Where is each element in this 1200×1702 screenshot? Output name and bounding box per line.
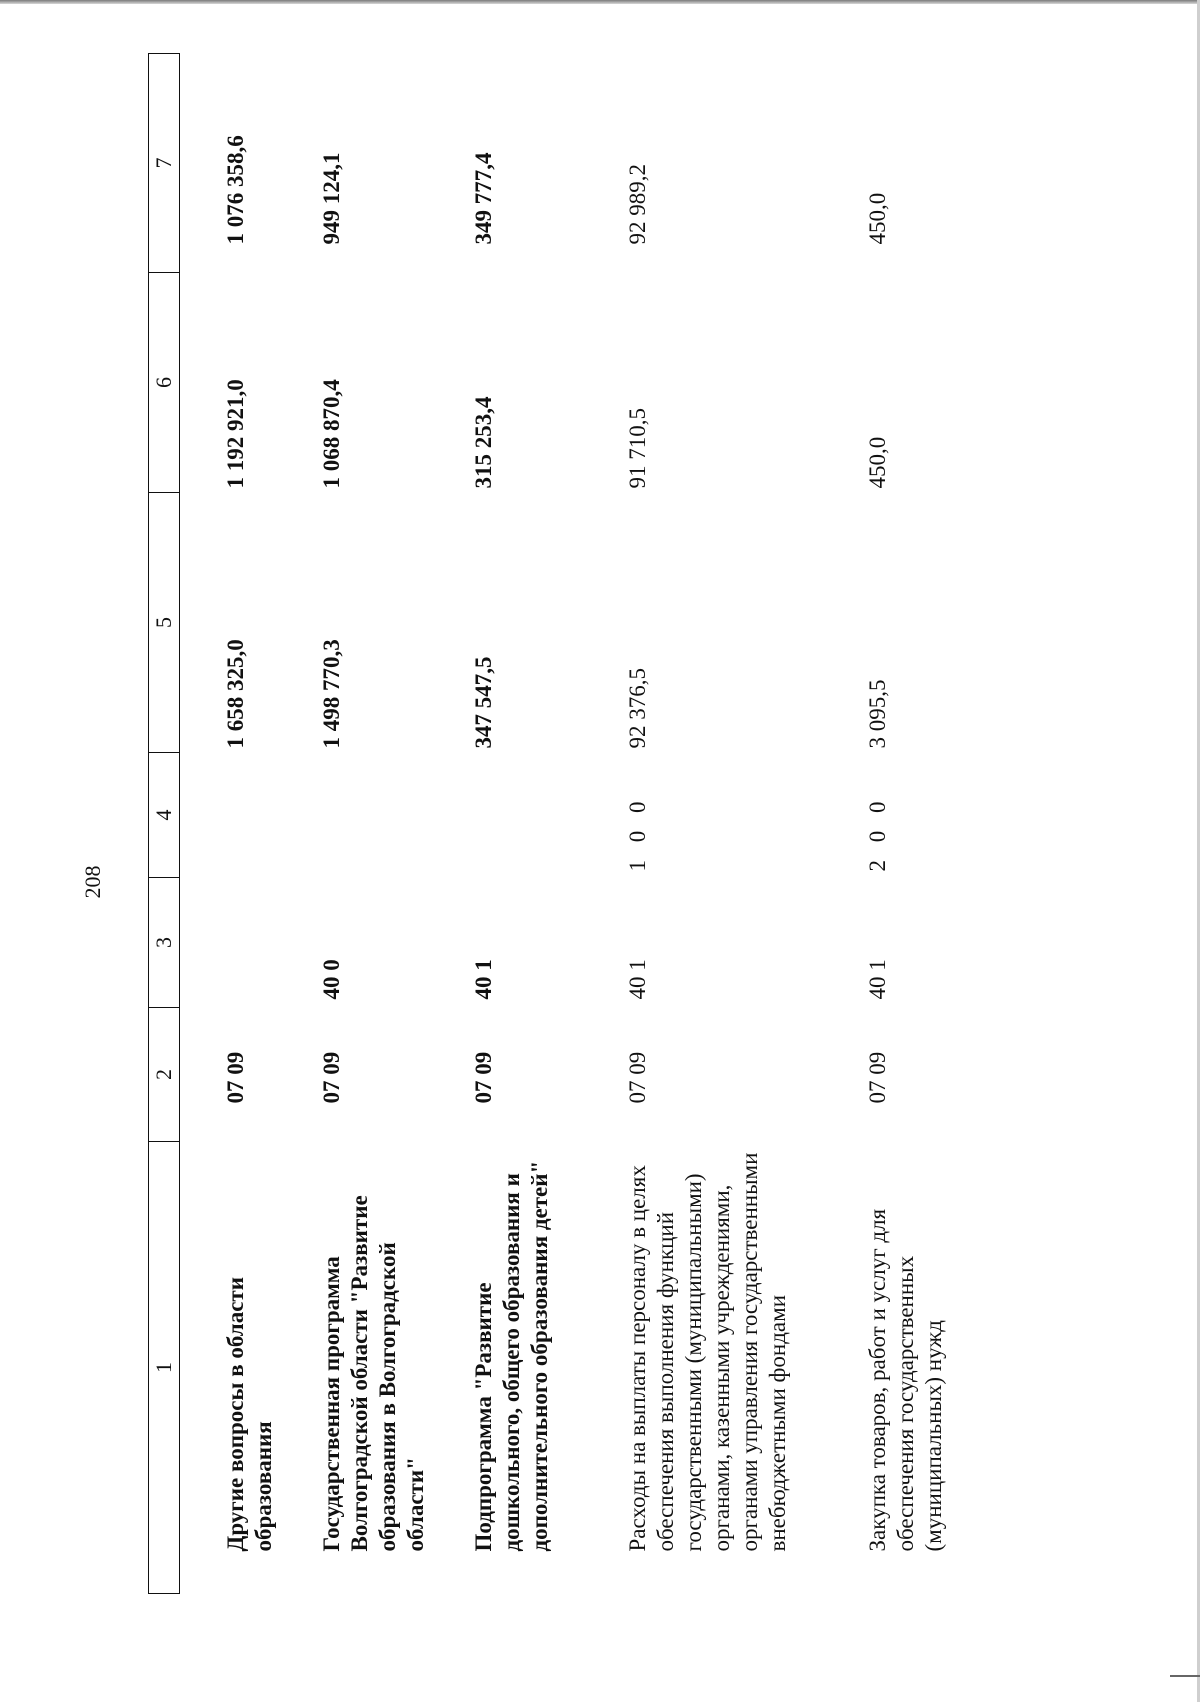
row-name: Государственная программа Волгоградской области "Развитие образования в Волгоградской области" [319,1195,429,1552]
row-section: 07 09 [471,1051,496,1104]
row-value-7: 450,0 [865,192,890,245]
row-value-5: 1 658 325,0 [223,639,248,749]
row-program: 40 0 [319,959,344,1000]
row-expense-type: 1 0 0 [625,795,650,872]
table-row [448,54,602,1594]
row-program: 40 1 [865,959,890,1000]
row-name: Другие вопросы в области образования [223,1277,277,1552]
row-expense-type: 2 0 0 [865,795,890,872]
row-name: Закупка товаров, работ и услуг для обеспечения государственных (муниципальных) нужд [865,1208,947,1552]
header-col-7: 7 [149,54,180,273]
row-value-6: 1 192 921,0 [223,379,248,489]
header-col-3: 3 [149,878,180,1008]
row-expense-type [292,753,448,878]
row-section: 07 09 [223,1051,248,1104]
row-expense-type [448,753,602,878]
header-col-1: 1 [149,1142,180,1594]
row-value-5: 3 095,5 [865,679,890,749]
header-col-5: 5 [149,493,180,753]
row-value-5: 347 547,5 [471,656,496,749]
row-value-6: 315 253,4 [471,396,496,489]
row-value-6: 1 068 870,4 [319,379,344,489]
row-value-5: 1 498 770,3 [319,639,344,749]
row-program: 40 1 [471,959,496,1000]
page-number: 208 [80,865,105,899]
table-row [602,54,842,1594]
row-value-6: 91 710,5 [625,408,650,489]
row-value-7: 349 777,4 [471,152,496,245]
row-expense-type [180,753,293,878]
table-header-row [149,54,180,1594]
table-row [292,54,448,1594]
budget-table [148,53,964,1594]
row-value-7: 92 989,2 [625,164,650,245]
row-value-7: 1 076 358,6 [223,135,248,245]
row-program [180,878,293,1008]
row-value-6: 450,0 [865,436,890,489]
row-value-7: 949 124,1 [319,152,344,245]
header-col-6: 6 [149,273,180,493]
row-value-5: 92 376,5 [625,668,650,749]
row-name: Подпрограмма "Развитие дошкольного, общего образования и дополнительного образования детей" [471,1160,553,1552]
row-section: 07 09 [319,1051,344,1104]
table-row [180,54,293,1594]
header-col-4: 4 [149,753,180,878]
table-row [842,54,964,1594]
row-program: 40 1 [625,959,650,1000]
row-section: 07 09 [625,1051,650,1104]
row-section: 07 09 [865,1051,890,1104]
row-name: Расходы на выплаты персоналу в целях обеспечения выполнения функций государственными (муниципальными) органами, казенными учреждениями, органами управления государственными внебюджетными фондами [625,1152,791,1552]
header-col-2: 2 [149,1008,180,1142]
